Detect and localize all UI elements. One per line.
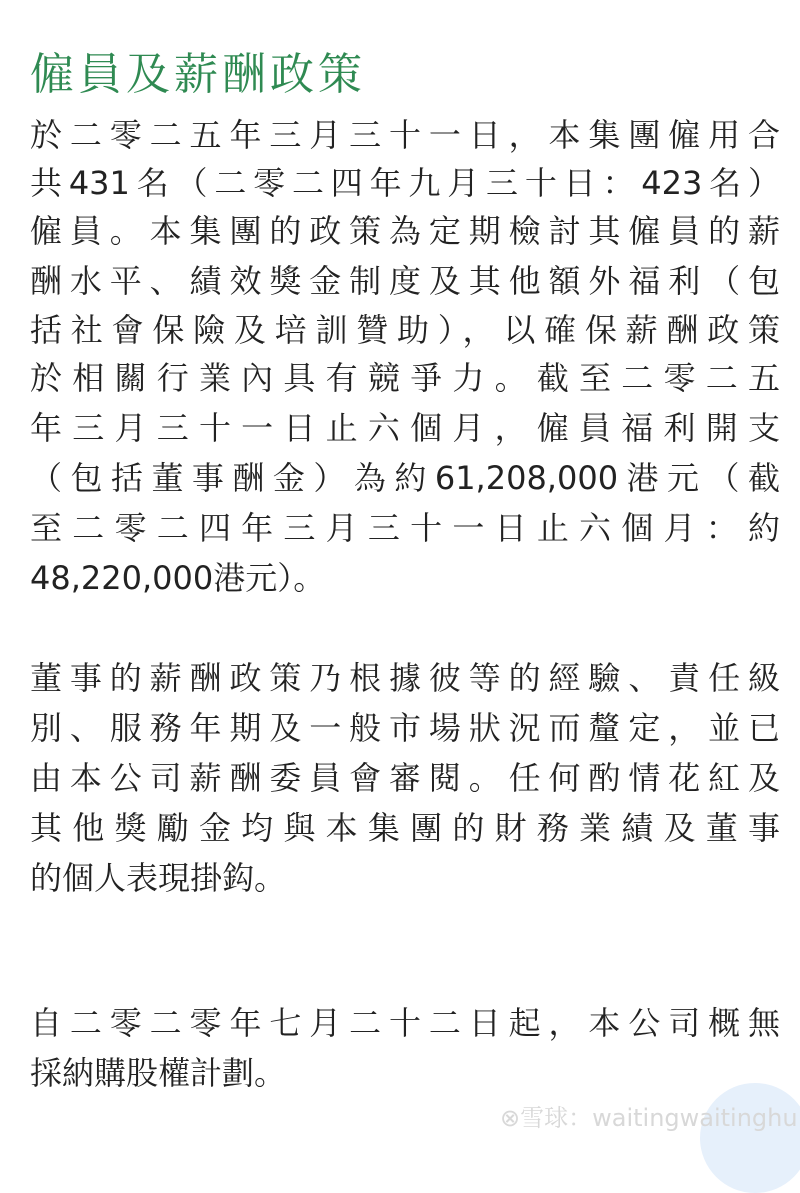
- watermark: ⊗雪球：waitingwaitinghu: [500, 1104, 798, 1132]
- para1-line: 酬水平、績效獎金制度及其他額外福利（包: [30, 262, 780, 300]
- para1-line: 48,220,000港元）。: [30, 559, 326, 597]
- section-title: 僱員及薪酬政策: [30, 49, 366, 100]
- para1-line: 於二零二五年三月三十一日，本集團僱用合: [30, 116, 780, 154]
- para1-line: 僱員。本集團的政策為定期檢討其僱員的薪: [30, 212, 780, 250]
- para2-line: 的個人表現掛鈎。: [30, 859, 287, 897]
- para1-line: 共431名（二零二四年九月三十日：423名）: [30, 164, 780, 202]
- para3-line: 自二零二零年七月二十二日起，本公司概無: [30, 1004, 780, 1042]
- para1-line: 括社會保險及培訓贊助），以確保薪酬政策: [30, 311, 780, 349]
- para2-line: 別、服務年期及一般市場狀況而釐定，並已: [30, 709, 780, 747]
- para1-line: （包括董事酬金）為約61,208,000港元（截: [30, 459, 780, 497]
- para1-line: 至二零二四年三月三十一日止六個月：約: [30, 509, 780, 547]
- para1-line: 年三月三十一日止六個月，僱員福利開支: [30, 409, 780, 447]
- para2-line: 董事的薪酬政策乃根據彼等的經驗、責任級: [30, 659, 780, 697]
- para1-line: 於相關行業內具有競爭力。截至二零二五: [30, 359, 780, 397]
- para2-line: 其他獎勵金均與本集團的財務業績及董事: [30, 809, 780, 847]
- para3-line: 採納購股權計劃。: [30, 1054, 287, 1092]
- para2-line: 由本公司薪酬委員會審閱。任何酌情花紅及: [30, 759, 780, 797]
